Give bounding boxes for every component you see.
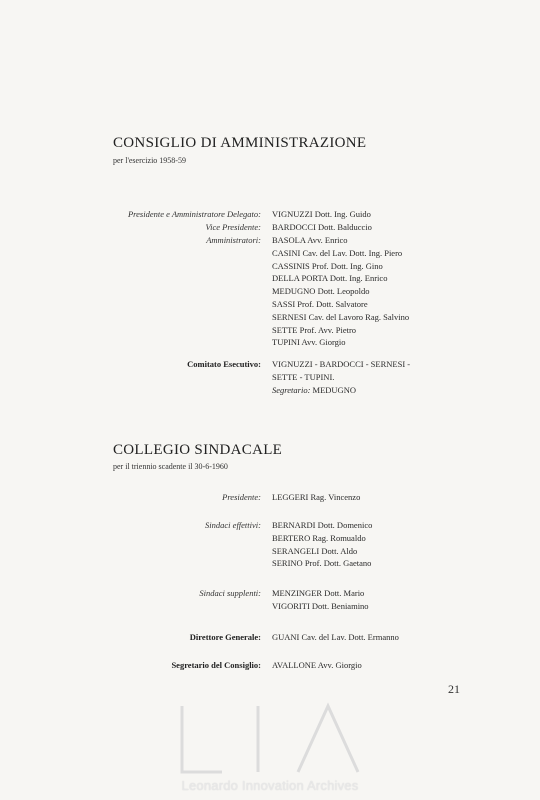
- director-name: CASSINIS Prof. Dott. Ing. Gino: [272, 260, 383, 271]
- board-title: CONSIGLIO DI AMMINISTRAZIONE: [113, 135, 367, 151]
- general-manager-name: GUANI Cav. del Lav. Dott. Ermanno: [272, 632, 399, 642]
- board-secretary-name: AVALLONE Avv. Giorgio: [272, 660, 362, 670]
- director-name: MEDUGNO Dott. Leopoldo: [272, 286, 370, 297]
- effective-auditors-list: [272, 519, 472, 570]
- committee-members: [272, 358, 472, 396]
- president-label: Presidente e Amministratore Delegato:: [127, 209, 261, 219]
- alternate-auditors-label: Sindaci supplenti:: [199, 588, 261, 598]
- director-name: CASINI Cav. del Lav. Dott. Ing. Piero: [272, 247, 403, 258]
- director-name: DELLA PORTA Dott. Ing. Enrico: [272, 273, 388, 284]
- secretary-label: Segretario:: [272, 384, 311, 395]
- auditor-name: MENZINGER Dott. Mario: [272, 588, 365, 598]
- vice-president-label: Vice Presidente:: [205, 222, 261, 232]
- effective-auditors-label: Sindaci effettivi:: [205, 520, 261, 530]
- page-number: 21: [448, 682, 460, 696]
- committee-line: VIGNUZZI - BARDOCCI - SERNESI -: [272, 359, 411, 369]
- auditor-name: SERINO Prof. Dott. Gaetano: [272, 558, 372, 569]
- secretary-name: MEDUGNO: [312, 384, 356, 395]
- auditors-subtitle: per il triennio scadente il 30-6-1960: [113, 462, 228, 471]
- auditor-name: VIGORITI Dott. Beniamino: [272, 600, 369, 611]
- committee-secretary: [272, 384, 472, 397]
- committee-line: SETTE - TUPINI.: [272, 371, 335, 382]
- committee-label: Comitato Esecutivo:: [187, 359, 261, 369]
- director-name: TUPINI Avv. Giorgio: [272, 337, 346, 348]
- auditors-president-label: Presidente:: [222, 492, 261, 502]
- board-subtitle: per l'esercizio 1958-59: [113, 156, 186, 165]
- vice-president-name: BARDOCCI Dott. Balduccio: [272, 222, 372, 232]
- director-name: SASSI Prof. Dott. Salvatore: [272, 298, 368, 309]
- alternate-auditors-list: [272, 587, 472, 613]
- directors-label: Amministratori:: [206, 235, 261, 245]
- auditor-name: BERNARDI Dott. Domenico: [272, 520, 373, 530]
- board-secretary-label: Segretario del Consiglio:: [171, 660, 261, 670]
- archive-watermark: Leonardo Innovation Archives: [181, 778, 359, 793]
- directors-list: [272, 234, 472, 349]
- auditor-name: SERANGELI Dott. Aldo: [272, 545, 358, 556]
- director-name: BASOLA Avv. Enrico: [272, 235, 348, 245]
- auditors-president-name: LEGGERI Rag. Vincenzo: [272, 492, 361, 502]
- director-name: SERNESI Cav. del Lavoro Rag. Salvino: [272, 311, 410, 322]
- director-name: SETTE Prof. Avv. Pietro: [272, 324, 357, 335]
- president-name: VIGNUZZI Dott. Ing. Guido: [272, 209, 371, 219]
- auditor-name: BERTERO Rag. Romualdo: [272, 532, 366, 543]
- lia-logo: [160, 700, 380, 780]
- general-manager-label: Direttore Generale:: [189, 632, 261, 642]
- auditors-title: COLLEGIO SINDACALE: [113, 442, 283, 458]
